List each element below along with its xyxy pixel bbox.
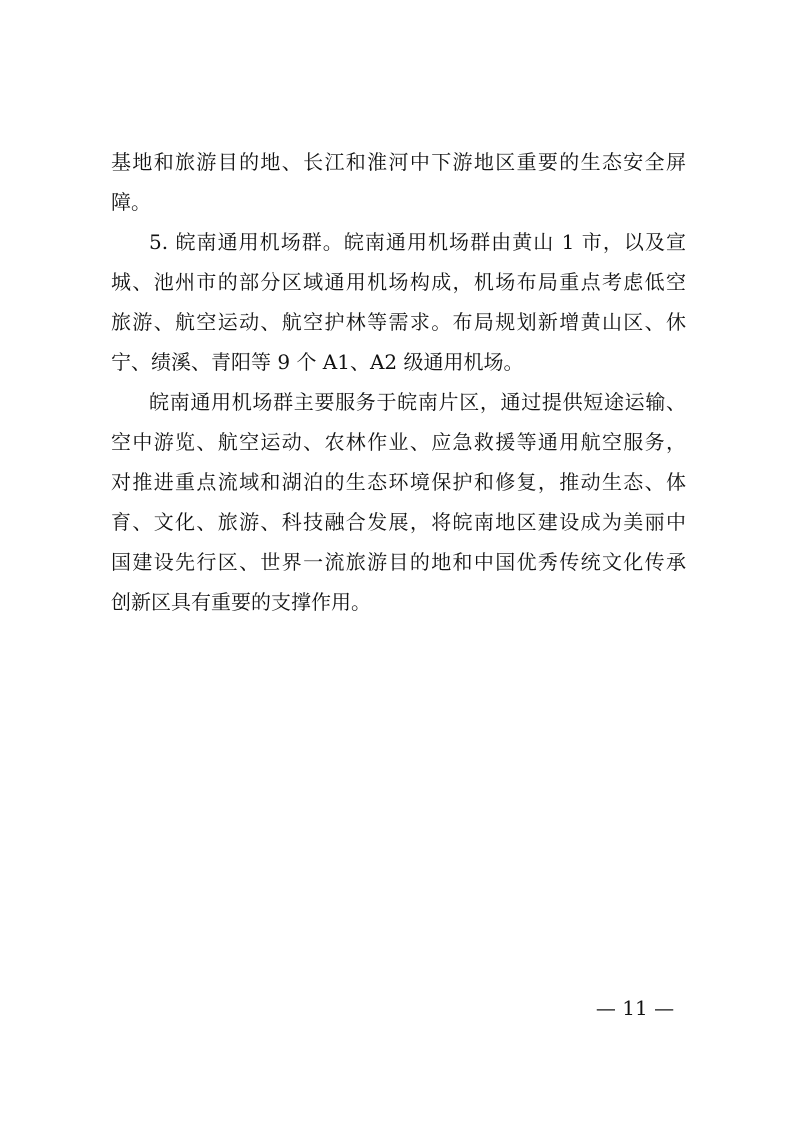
text-line: 育、文化、旅游、科技融合发展，将皖南地区建设成为美丽中: [111, 510, 686, 534]
text-line: 国建设先行区、世界一流旅游目的地和中国优秀传统文化传承: [111, 550, 686, 574]
page-number: — 11 —: [595, 996, 675, 1020]
text-line: 障。: [111, 190, 151, 214]
paragraph-1: [111, 142, 686, 222]
text-line: 对推进重点流域和湖泊的生态环境保护和修复，推动生态、体: [111, 470, 686, 494]
text-line: 空中游览、航空运动、农林作业、应急救援等通用航空服务，: [111, 430, 686, 454]
paragraph-3: [111, 382, 686, 622]
text-line: 5. 皖南通用机场群。皖南通用机场群由黄山 1 市，以及宣: [149, 230, 686, 254]
text-line: 城、池州市的部分区域通用机场构成，机场布局重点考虑低空: [111, 270, 686, 294]
text-line: 宁、绩溪、青阳等 9 个 A1、A2 级通用机场。: [111, 350, 524, 374]
text-line: 基地和旅游目的地、长江和淮河中下游地区重要的生态安全屏: [111, 150, 686, 174]
text-line: 旅游、航空运动、航空护林等需求。布局规划新增黄山区、休: [111, 310, 686, 334]
body-text: [111, 142, 686, 622]
paragraph-2: [111, 222, 686, 382]
text-line: 皖南通用机场群主要服务于皖南片区，通过提供短途运输、: [149, 390, 686, 414]
text-line: 创新区具有重要的支撑作用。: [111, 590, 371, 614]
